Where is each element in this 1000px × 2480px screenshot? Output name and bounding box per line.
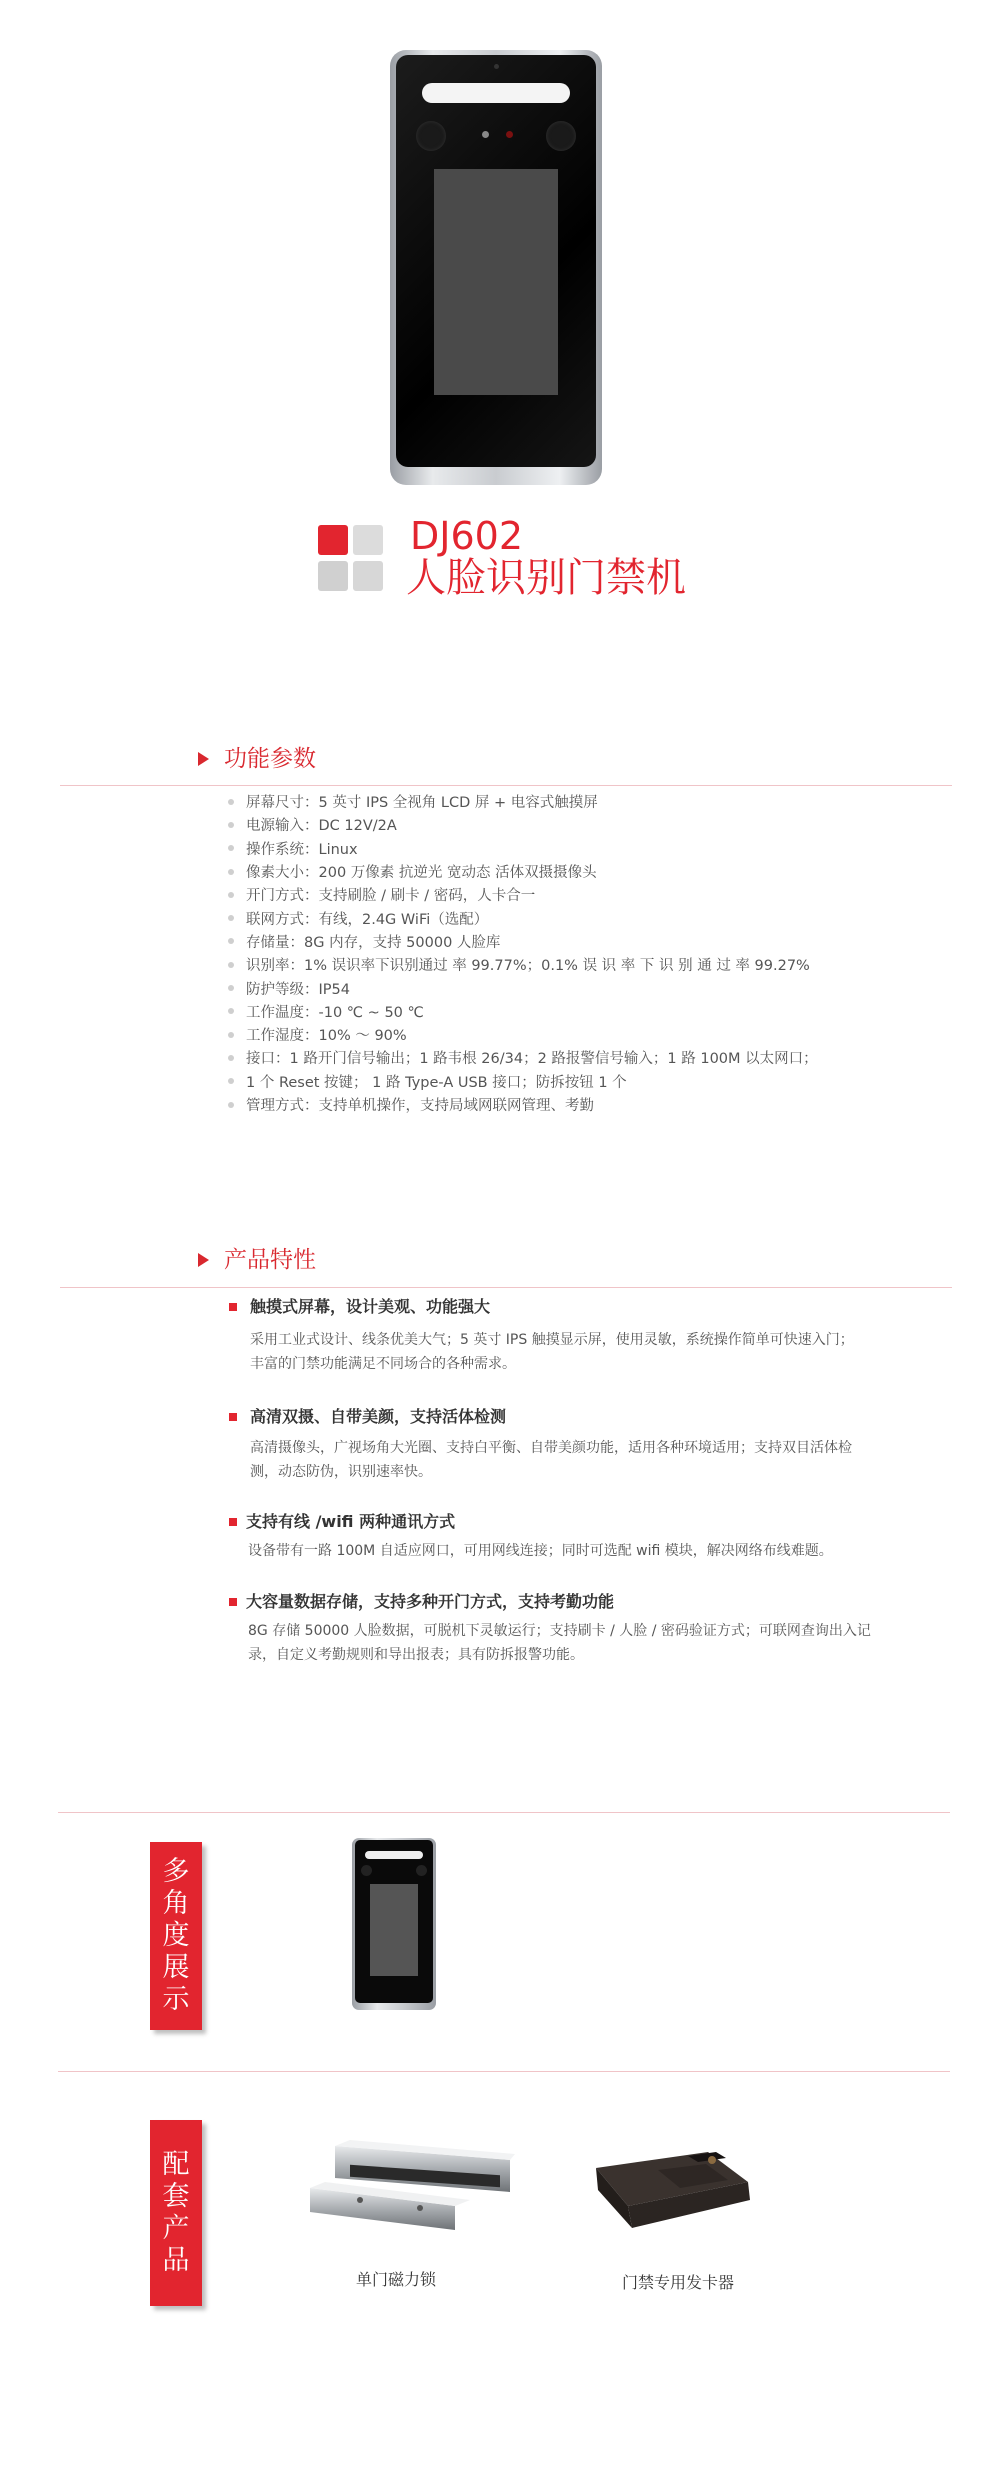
features-section-title: 产品特性: [224, 1247, 316, 1273]
logo-tile-red: [318, 525, 348, 555]
spec-item: 操作系统：Linux: [212, 837, 932, 860]
logo-tile-gray: [353, 525, 383, 555]
accessories-label: 配 套 产 品: [150, 2120, 202, 2306]
spec-item: 像素大小：200 万像素 抗逆光 宽动态 活体双摄摄像头: [212, 860, 932, 883]
spec-item: 防护等级：IP54: [212, 976, 932, 999]
spec-item: 管理方式：支持单机操作，支持局域网联网管理、考勤: [212, 1093, 932, 1116]
feature-bullet-icon: [229, 1303, 237, 1311]
spec-item: 开门方式：支持刷脸 / 刷卡 / 密码，人卡合一: [212, 883, 932, 906]
feature-title: 高清双摄、自带美颜，支持活体检测: [250, 1407, 507, 1426]
product-model: DJ602: [410, 514, 523, 558]
right-camera-icon: [546, 121, 576, 151]
product-name: 人脸识别门禁机: [406, 555, 686, 601]
ir-led-dot: [482, 131, 489, 138]
feature-title: 大容量数据存储，支持多种开门方式，支持考勤功能: [246, 1592, 615, 1611]
display-screen: [434, 169, 558, 395]
spec-item: 联网方式：有线，2.4G WiFi（选配）: [212, 906, 932, 929]
feature-desc-line: 设备带有一路 100M 自适应网口，可用网线连接；同时可选配 wifi 模块，解决网络布线难题。: [248, 1543, 833, 1559]
spec-item: 存储量：8G 内存，支持 50000 人脸库: [212, 930, 932, 953]
section-arrow-icon: [198, 1253, 209, 1267]
section-divider: [60, 1287, 952, 1288]
feature-desc-line: 8G 存储 50000 人脸数据，可脱机下灵敏运行；支持刷卡 / 人脸 / 密码验证方式；可联网查询出入记: [248, 1623, 871, 1639]
feature-desc-line: 采用工业式设计、线条优美大气；5 英寸 IPS 触摸显示屏，使用灵敏，系统操作简单可快速入门；: [250, 1332, 854, 1348]
card-issuer-image: [588, 2138, 756, 2238]
section-divider: [58, 1812, 950, 1813]
spec-item: 接口：1 路开门信号输出；1 路韦根 26/34；2 路报警信号输入；1 路 100M 以太网口；: [212, 1046, 932, 1069]
specs-section-title: 功能参数: [224, 746, 316, 772]
section-arrow-icon: [198, 752, 209, 766]
feature-title: 触摸式屏幕，设计美观、功能强大: [250, 1297, 491, 1316]
feature-desc-line: 录，自定义考勤规则和导出报表；具有防拆报警功能。: [248, 1647, 584, 1663]
product-thumbnail-image: [352, 1838, 436, 2010]
spec-item: 屏幕尺寸：5 英寸 IPS 全视角 LCD 屏 + 电容式触摸屏: [212, 790, 932, 813]
feature-bullet-icon: [229, 1518, 237, 1526]
product-hero-image: [390, 50, 602, 485]
light-bar: [422, 83, 570, 103]
magnetic-lock-image: [310, 2130, 515, 2250]
left-camera-icon: [416, 121, 446, 151]
feature-bullet-icon: [229, 1598, 237, 1606]
accessory-label: 单门磁力锁: [356, 2270, 437, 2289]
section-divider: [60, 785, 952, 786]
spec-item: 1 个 Reset 按键； 1 路 Type-A USB 接口；防拆按钮 1 个: [212, 1070, 932, 1093]
feature-title: 支持有线 /wifi 两种通讯方式: [246, 1512, 456, 1531]
logo-tile-gray: [353, 561, 383, 591]
spec-item: 识别率：1% 误识率下识别通过 率 99.77%；0.1% 误 识 率 下 识 别 通 过 率 99.27%: [212, 953, 932, 976]
front-sensor-dot: [494, 64, 499, 69]
feature-desc-line: 丰富的门禁功能满足不同场合的各种需求。: [250, 1356, 516, 1372]
accessory-label: 门禁专用发卡器: [622, 2273, 735, 2292]
feature-desc-line: 高清摄像头，广视场角大光圈、支持白平衡、自带美颜功能，适用各种环境适用；支持双目活体检: [250, 1440, 852, 1456]
feature-bullet-icon: [229, 1413, 237, 1421]
ir-led-dot: [506, 131, 513, 138]
spec-item: 电源输入：DC 12V/2A: [212, 813, 932, 836]
logo-tile-gray: [318, 561, 348, 591]
spec-item: 工作湿度：10% ～ 90%: [212, 1023, 932, 1046]
spec-item: 工作温度：-10 ℃ ~ 50 ℃: [212, 1000, 932, 1023]
spec-list: [212, 790, 932, 1116]
multi-angle-label: 多 角 度 展 示: [150, 1842, 202, 2030]
section-divider: [58, 2071, 950, 2072]
feature-desc-line: 测，动态防伪，识别速率快。: [250, 1464, 432, 1480]
